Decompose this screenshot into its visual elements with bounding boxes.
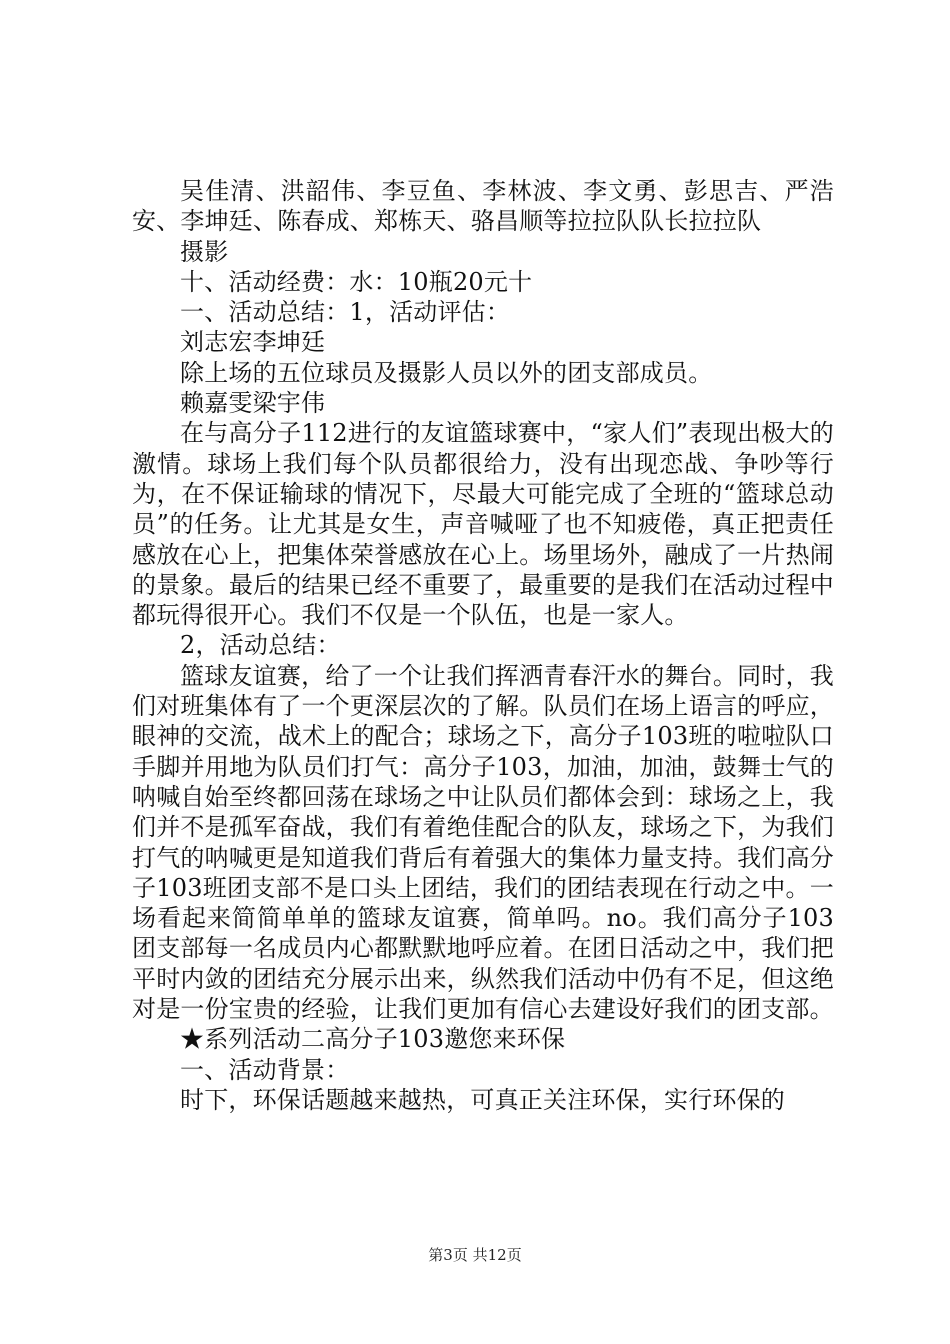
document-body <box>132 176 834 1115</box>
paragraph-summary-heading: 一、活动总结：1，活动评估： <box>180 298 511 327</box>
paragraph-summary-text: 篮球友谊赛，给了一个让我们挥洒青春汗水的舞台。同时，我们对班集体有了一个更深层次的了解。队员们在场上语言的呼应，眼神的交流，战术上的配合；球场之下，高分子103班的啦啦队口手脚并用地为队员们打气：高分子103，加油，加油，鼓舞士气的呐喊自始至终都回荡在球场之中让队员们都体会到：球场之上，我们并不是孤军奋战，我们有着绝佳配合的队友，球场之下，为我们打气的呐喊更是知道我们背后有着强大的集体力量支持。我们高分子103班团支部不是口头上团结，我们的团结表现在行动之中。一场看起来简简单单的篮球友谊赛，简单吗。no。我们高分子103团支部每一名成员内心都默默地呼应着。在团日活动之中，我们把平时内敛的团结充分展示出来，纵然我们活动中仍有不足，但这绝对是一份宝贵的经验，让我们更加有信心去建设好我们的团支部。 <box>132 661 834 1024</box>
paragraph-name-list: 吴佳清、洪韶伟、李豆鱼、李林波、李文勇、彭思吉、严浩安、李坤廷、陈春成、郑栋天、骆昌顺等拉拉队队长拉拉队 <box>132 177 834 236</box>
paragraph-background-text: 时下，环保话题越来越热，可真正关注环保，实行环保的 <box>180 1085 785 1114</box>
paragraph-activity-cost: 十、活动经费：水：10瓶20元十 <box>180 267 533 296</box>
section-heading-activity-two: ★系列活动二高分子103邀您来环保 <box>180 1025 566 1054</box>
paragraph-names-2: 赖嘉雯梁宇伟 <box>180 389 326 418</box>
paragraph-summary-subheading: 2，活动总结： <box>180 631 341 660</box>
paragraph-evaluation: 在与高分子112进行的友谊篮球赛中，“家人们”表现出极大的激情。球场上我们每个队员都很给力，没有出现恋战、争吵等行为，在不保证输球的情况下，尽最大可能完成了全班的“篮球总动员”的任务。让尤其是女生，声音喊哑了也不知疲倦，真正把责任感放在心上，把集体荣誉感放在心上。场里场外，融成了一片热闹的景象。最后的结果已经不重要了，最重要的是我们在活动过程中都玩得很开心。我们不仅是一个队伍，也是一家人。 <box>132 419 834 630</box>
paragraph-background-heading: 一、活动背景： <box>180 1055 350 1084</box>
page-number-footer: 第3页 共12页 <box>428 1246 522 1264</box>
paragraph-members: 除上场的五位球员及摄影人员以外的团支部成员。 <box>180 358 713 387</box>
paragraph-names-1: 刘志宏李坤廷 <box>180 328 326 357</box>
paragraph-photography: 摄影 <box>180 237 229 266</box>
